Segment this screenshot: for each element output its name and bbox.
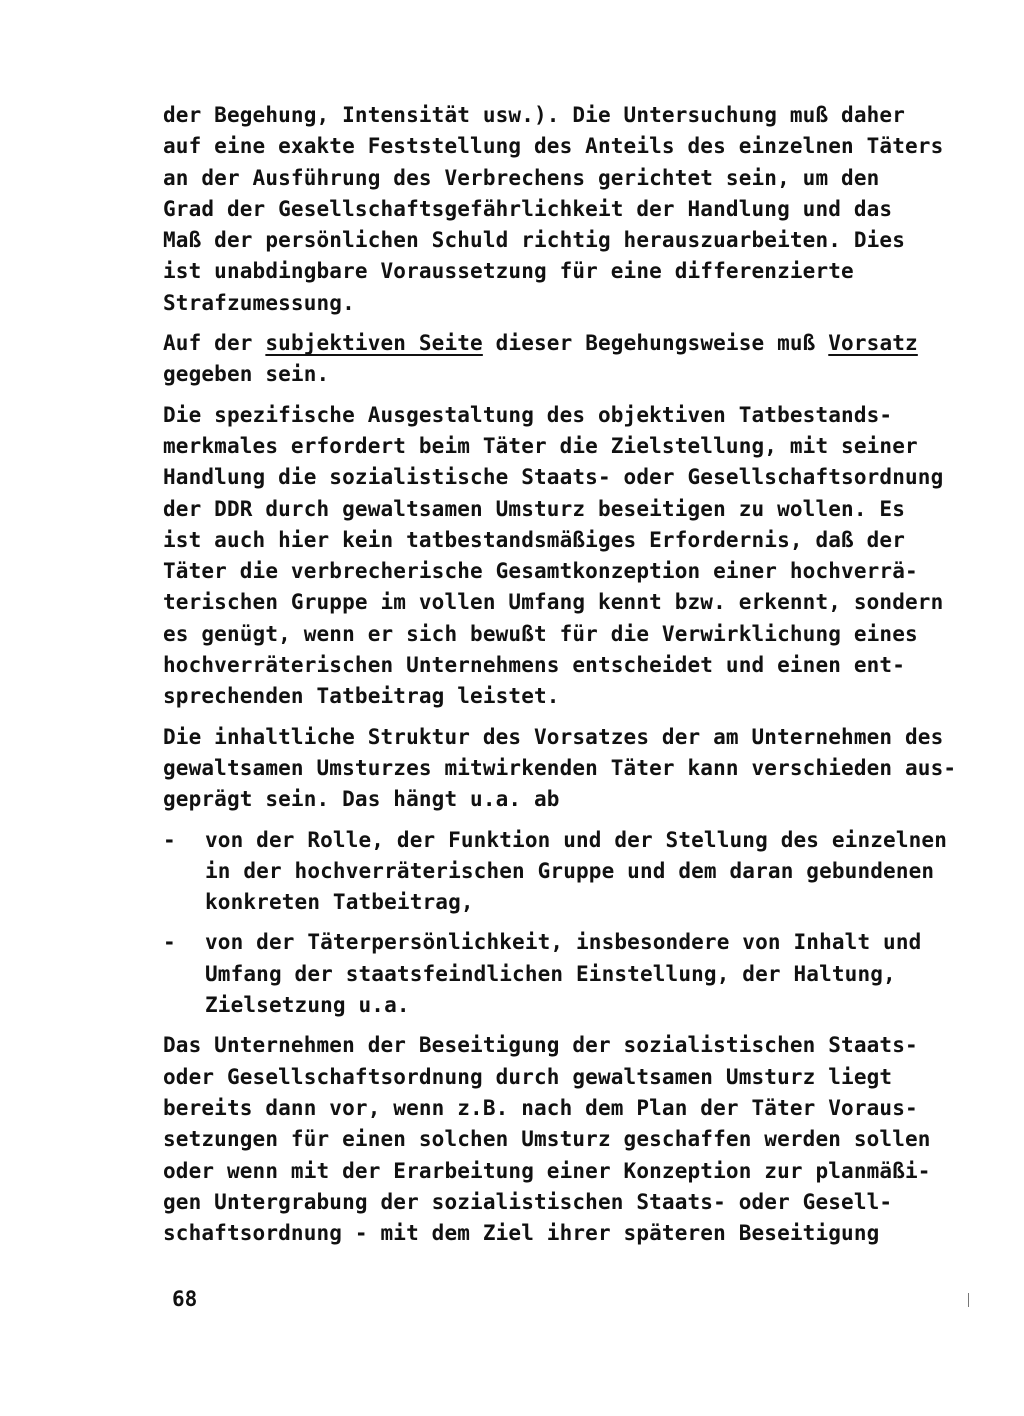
- text-line: an der Ausführung des Verbrechens gerichtet sein, um den: [163, 165, 880, 190]
- text-line: Die spezifische Ausgestaltung des objektiven Tatbestands-: [163, 402, 893, 427]
- text-line: von der Täterpersönlichkeit, insbesondere von Inhalt und: [205, 930, 922, 955]
- text-line: oder Gesellschaftsordnung durch gewaltsamen Umsturz liegt: [163, 1064, 893, 1089]
- text-line: gegeben sein.: [163, 362, 330, 387]
- text-line: Handlung die sozialistische Staats- oder Gesellschaftsordnung: [163, 465, 944, 490]
- text-line: sprechenden Tatbeitrag leistet.: [163, 684, 560, 709]
- scan-mark: [968, 1293, 969, 1307]
- text-line: hochverräterischen Unternehmens entscheidet und einen ent-: [163, 653, 905, 678]
- paragraph-1: [163, 100, 963, 319]
- text-line: geprägt sein. Das hängt u.a. ab: [163, 787, 560, 812]
- paragraph-5: [163, 1030, 963, 1249]
- text-line: merkmales erfordert beim Täter die Zielstellung, mit seiner: [163, 433, 918, 458]
- text-line: bereits dann vor, wenn z.B. nach dem Plan der Täter Voraus-: [163, 1095, 918, 1120]
- underlined-term-intent: Vorsatz: [828, 331, 918, 356]
- paragraph-2: [163, 328, 963, 391]
- list-item-text: [205, 825, 963, 919]
- text-line: in der hochverräterischen Gruppe und dem daran gebundenen: [205, 858, 935, 883]
- text-line: setzungen für einen solchen Umsturz geschaffen werden sollen: [163, 1127, 931, 1152]
- text-segment: Auf der: [163, 331, 266, 356]
- paragraph-3: [163, 400, 963, 713]
- text-line: Strafzumessung.: [163, 290, 355, 315]
- list-item: [163, 825, 963, 919]
- list-item-text: [205, 927, 963, 1021]
- text-line: oder wenn mit der Erarbeitung einer Konzeption zur planmäßi-: [163, 1158, 931, 1183]
- list-dash: -: [163, 930, 176, 955]
- text-line: gewaltsamen Umsturzes mitwirkenden Täter kann verschieden aus-: [163, 755, 957, 780]
- list-dash: -: [163, 827, 176, 852]
- text-line: der DDR durch gewaltsamen Umsturz beseitigen zu wollen. Es: [163, 496, 905, 521]
- text-line: Zielsetzung u.a.: [205, 993, 410, 1018]
- text-line: der Begehung, Intensität usw.). Die Untersuchung muß daher: [163, 103, 905, 127]
- text-line: ist auch hier kein tatbestandsmäßiges Erfordernis, daß der: [163, 527, 905, 552]
- text-line: Täter die verbrecherische Gesamtkonzeption einer hochverrä-: [163, 559, 918, 584]
- text-line: Das Unternehmen der Beseitigung der sozialistischen Staats-: [163, 1033, 918, 1058]
- text-line: von der Rolle, der Funktion und der Stellung des einzelnen: [205, 827, 947, 852]
- text-line: Umfang der staatsfeindlichen Einstellung, der Haltung,: [205, 961, 896, 986]
- text-line: schaftsordnung - mit dem Ziel ihrer späteren Beseitigung: [163, 1221, 880, 1246]
- text-segment: dieser Begehungsweise muß: [482, 331, 829, 356]
- text-line: [163, 328, 963, 359]
- paragraph-4: [163, 722, 963, 816]
- text-line: auf eine exakte Feststellung des Anteils des einzelnen Täters: [163, 134, 944, 159]
- underlined-term-subjective-side: subjektiven Seite: [265, 331, 483, 356]
- body-text: [163, 100, 963, 1258]
- list-item: [163, 927, 963, 1021]
- text-line: terischen Gruppe im vollen Umfang kennt bzw. erkennt, sondern: [163, 590, 944, 615]
- text-line: konkreten Tatbeitrag,: [205, 890, 474, 915]
- text-line: gen Untergrabung der sozialistischen Staats- oder Gesell-: [163, 1189, 893, 1214]
- text-line: Grad der Gesellschaftsgefährlichkeit der Handlung und das: [163, 196, 893, 221]
- text-line: es genügt, wenn er sich bewußt für die Verwirklichung eines: [163, 621, 918, 646]
- text-line: Die inhaltliche Struktur des Vorsatzes der am Unternehmen des: [163, 724, 944, 749]
- text-line: ist unabdingbare Voraussetzung für eine differenzierte: [163, 259, 854, 284]
- page-number: 68: [172, 1287, 198, 1311]
- text-line: Maß der persönlichen Schuld richtig herauszuarbeiten. Dies: [163, 228, 905, 253]
